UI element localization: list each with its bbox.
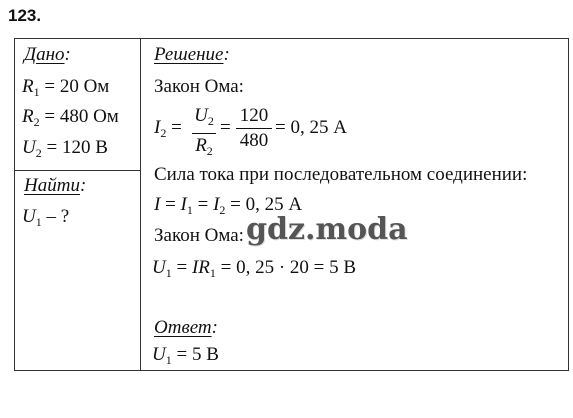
ohm-law-label-2: Закон Ома: bbox=[154, 225, 244, 246]
ohm-law-label-1: Закон Ома: bbox=[154, 76, 244, 97]
given-find-divider bbox=[14, 170, 141, 171]
answer-header: Ответ: bbox=[154, 317, 218, 338]
eq1-result: = 0, 25 А bbox=[275, 117, 347, 138]
eq1-lhs: $I_2$ = bbox=[154, 117, 182, 140]
find-u1: $U_1$ – ? bbox=[22, 206, 70, 229]
given-u2: $U_2 = 120$ В bbox=[22, 137, 108, 160]
eq2: $I = I_1 = I_2 = 0$, 25 А bbox=[154, 194, 303, 217]
given-header: Дано: bbox=[24, 44, 71, 65]
series-text: Сила тока при последовательном соединении: bbox=[154, 164, 528, 185]
eq1-equals: = bbox=[220, 117, 231, 138]
problem-number: 123. bbox=[8, 6, 42, 25]
column-divider bbox=[140, 38, 141, 371]
find-header: Найти: bbox=[24, 175, 87, 196]
given-r1: $R_1 = 20$ Ом bbox=[22, 76, 110, 99]
solution-header: Решение: bbox=[154, 44, 230, 65]
eq1-fraction-numeric: 120 480 bbox=[236, 106, 272, 151]
eq3: $U_1 = IR_1 = 0$, 25 · 20 = 5 В bbox=[152, 257, 357, 280]
answer-value: $U_1 = 5$ В bbox=[152, 344, 219, 367]
watermark: gdz.moda bbox=[246, 212, 408, 247]
given-r2: $R_2 = 480$ Ом bbox=[22, 106, 119, 129]
eq1-fraction-symbolic: $U_2$ $R_2$ bbox=[192, 106, 216, 161]
